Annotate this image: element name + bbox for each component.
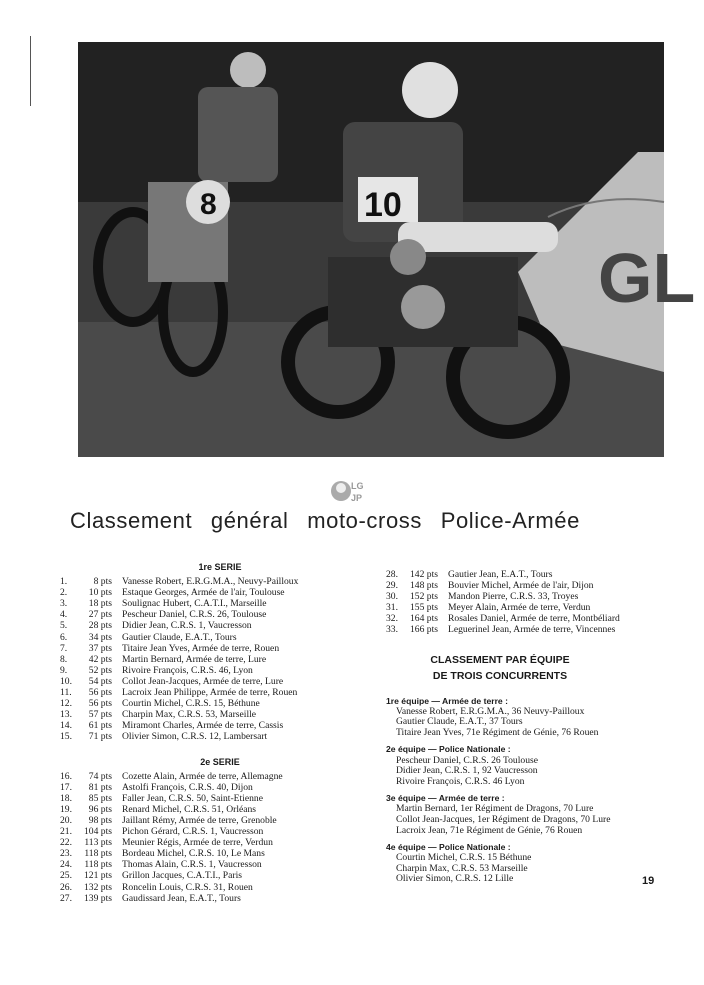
- standing-name: Gautier Claude, E.A.T., Tours: [122, 631, 237, 643]
- standing-row: [60, 620, 360, 631]
- team-member: Pescheur Daniel, C.R.S. 26 Toulouse: [396, 754, 538, 766]
- standing-name: Cozette Alain, Armée de terre, Allemagne: [122, 770, 283, 782]
- standing-rank: 16.: [60, 770, 72, 782]
- title-word: Police-Armée: [440, 508, 580, 533]
- standing-name: Titaire Jean Yves, Armée de terre, Rouen: [122, 642, 280, 654]
- standing-pts: 42 pts: [88, 653, 112, 665]
- standing-rank: 24.: [60, 859, 72, 871]
- standing-rank: 7.: [60, 642, 68, 654]
- standing-rank: 13.: [60, 709, 72, 721]
- standing-rank: 1.: [60, 576, 68, 588]
- standing-name: Gaudissard Jean, E.A.T., Tours: [122, 892, 241, 904]
- standing-pts: 10 pts: [88, 587, 112, 599]
- standing-name: Renard Michel, C.R.S. 51, Orléans: [122, 803, 257, 815]
- series-2-heading: 2e SERIE: [200, 756, 240, 767]
- standing-name: Gautier Jean, E.A.T., Tours: [448, 569, 553, 580]
- page-number: 19: [642, 875, 655, 887]
- team-member: Lacroix Jean, 71e Régiment de Génie, 76 Rouen: [396, 824, 583, 836]
- series-2-list: [60, 771, 360, 904]
- standing-pts: 61 pts: [88, 720, 112, 732]
- standing-name: Estaque Georges, Armée de l'air, Toulouse: [122, 587, 285, 599]
- standing-name: Bouvier Michel, Armée de l'air, Dijon: [448, 580, 594, 592]
- standing-row: [60, 709, 360, 720]
- title-word: moto-cross: [307, 508, 422, 533]
- standing-row: [386, 580, 686, 591]
- standing-name: Vanesse Robert, E.R.G.M.A., Neuvy-Pailloux: [122, 576, 299, 588]
- standing-pts: 148 pts: [410, 580, 438, 592]
- standing-row: [60, 598, 360, 609]
- team-member: Gautier Claude, E.A.T., 37 Tours: [396, 716, 523, 728]
- standing-row: [386, 602, 686, 613]
- standing-name: Lacroix Jean Philippe, Armée de terre, Rouen: [122, 687, 298, 699]
- title-word: général: [210, 508, 289, 533]
- team-member: Didier Jean, C.R.S. 1, 92 Vaucresson: [396, 765, 538, 777]
- team-member: Vanesse Robert, E.R.G.M.A., 36 Neuvy-Pailloux: [396, 705, 585, 717]
- standing-rank: 8.: [60, 653, 68, 665]
- standing-pts: 56 pts: [88, 687, 112, 699]
- standing-rank: 22.: [60, 837, 72, 849]
- lgjp-logo: [329, 476, 371, 506]
- standing-pts: 18 pts: [88, 598, 112, 610]
- standing-pts: 34 pts: [88, 631, 112, 643]
- standing-name: Courtin Michel, C.R.S. 15, Béthune: [122, 698, 260, 710]
- standing-row: [60, 782, 360, 793]
- standing-pts: 121 pts: [84, 870, 112, 882]
- standing-row: [60, 848, 360, 859]
- standing-pts: 81 pts: [88, 781, 112, 793]
- standing-name: Soulignac Hubert, C.A.T.I., Marseille: [122, 598, 267, 610]
- team-member: Martin Bernard, 1er Régiment de Dragons, 70 Lure: [396, 803, 594, 815]
- team-label: 4e équipe — Police Nationale :: [386, 842, 511, 853]
- standing-name: Rosales Daniel, Armée de terre, Montbéliard: [448, 613, 620, 625]
- standing-pts: 96 pts: [88, 803, 112, 815]
- motocross-photo: [78, 42, 696, 457]
- standing-rank: 17.: [60, 781, 72, 793]
- standing-pts: 155 pts: [410, 602, 438, 614]
- standing-rank: 2.: [60, 587, 68, 599]
- standing-rank: 27.: [60, 892, 72, 904]
- standing-pts: 71 pts: [88, 731, 112, 743]
- standing-row: [60, 587, 360, 598]
- team-member: Collot Jean-Jacques, 1er Régiment de Dragons, 70 Lure: [396, 814, 611, 825]
- standing-row: [386, 624, 686, 635]
- standing-rank: 29.: [386, 580, 398, 592]
- svg-text:JP: JP: [351, 493, 363, 503]
- team-member: Courtin Michel, C.R.S. 15 Béthune: [396, 852, 532, 864]
- standing-name: Pescheur Daniel, C.R.S. 26, Toulouse: [122, 609, 267, 621]
- standing-row: [60, 804, 360, 815]
- standing-name: Collot Jean-Jacques, Armée de terre, Lure: [122, 675, 284, 687]
- standing-row: [386, 591, 686, 602]
- standing-row: [60, 837, 360, 848]
- standing-row: [386, 569, 686, 580]
- standing-row: [60, 643, 360, 654]
- standing-name: Charpin Max, C.R.S. 53, Marseille: [122, 709, 257, 721]
- standing-row: [60, 771, 360, 782]
- standing-name: Jaillant Rémy, Armée de terre, Grenoble: [122, 814, 277, 826]
- title-word: Classement: [70, 508, 193, 533]
- standing-rank: 3.: [60, 598, 68, 610]
- standing-row: [60, 859, 360, 870]
- standing-name: Thomas Alain, C.R.S. 1, Vaucresson: [122, 859, 262, 871]
- standing-rank: 4.: [60, 609, 68, 621]
- standing-rank: 5.: [60, 620, 68, 632]
- standing-pts: 8 pts: [93, 576, 112, 588]
- standing-pts: 85 pts: [88, 792, 112, 804]
- standing-name: Miramont Charles, Armée de terre, Cassis: [122, 720, 284, 732]
- standing-row: [60, 882, 360, 893]
- standing-rank: 28.: [386, 569, 398, 580]
- standing-pts: 139 pts: [84, 892, 112, 904]
- standing-row: [60, 793, 360, 804]
- series-1-heading: 1re SERIE: [198, 562, 242, 572]
- standing-row: [60, 720, 360, 731]
- standing-name: Rivoire François, C.R.S. 46, Lyon: [122, 664, 253, 676]
- rider-number-10: 10: [364, 186, 402, 224]
- standing-row: [60, 731, 360, 742]
- standing-row: [60, 665, 360, 676]
- standing-pts: 164 pts: [410, 613, 438, 625]
- standing-rank: 26.: [60, 881, 72, 893]
- standing-rank: 9.: [60, 664, 68, 676]
- standing-rank: 14.: [60, 720, 72, 732]
- standing-pts: 28 pts: [88, 620, 112, 632]
- standing-rank: 33.: [386, 624, 398, 636]
- standing-row: [60, 676, 360, 687]
- team-list: [386, 696, 686, 886]
- standing-rank: 25.: [60, 870, 72, 882]
- team-heading-line-1: CLASSEMENT PAR ÉQUIPE: [430, 653, 570, 666]
- standing-pts: 54 pts: [88, 675, 112, 687]
- standing-name: Didier Jean, C.R.S. 1, Vaucresson: [122, 620, 252, 632]
- standing-pts: 118 pts: [84, 859, 112, 871]
- standing-rank: 18.: [60, 792, 72, 804]
- standing-name: Olivier Simon, C.R.S. 12, Lambersart: [122, 731, 268, 743]
- standing-name: Martin Bernard, Armée de terre, Lure: [122, 653, 267, 665]
- standing-rank: 12.: [60, 698, 72, 710]
- standing-pts: 142 pts: [410, 569, 438, 580]
- page-title: [70, 508, 670, 534]
- team-heading-line-2: DE TROIS CONCURRENTS: [432, 669, 568, 682]
- standing-pts: 56 pts: [88, 698, 112, 710]
- standing-row: [60, 870, 360, 881]
- standing-row: [60, 893, 360, 904]
- standings-left-column: [60, 562, 360, 904]
- rider-number-8: 8: [200, 188, 217, 221]
- standing-pts: 37 pts: [88, 642, 112, 654]
- standing-pts: 27 pts: [88, 609, 112, 621]
- standing-name: Meyer Alain, Armée de terre, Verdun: [448, 602, 591, 614]
- team-label: 2e équipe — Police Nationale :: [386, 744, 511, 755]
- standing-pts: 132 pts: [84, 881, 112, 893]
- standing-name: Faller Jean, C.R.S. 50, Saint-Etienne: [122, 792, 263, 804]
- team-label: 3e équipe — Armée de terre :: [386, 793, 505, 804]
- standing-row: [60, 654, 360, 665]
- standing-row: [60, 609, 360, 620]
- standing-pts: 166 pts: [410, 624, 438, 636]
- team-member: Olivier Simon, C.R.S. 12 Lille: [396, 873, 514, 885]
- standing-rank: 21.: [60, 826, 72, 838]
- standing-name: Pichon Gérard, C.R.S. 1, Vaucresson: [122, 826, 264, 838]
- svg-text:GL: GL: [598, 239, 696, 317]
- standing-pts: 113 pts: [84, 837, 112, 849]
- standing-pts: 52 pts: [88, 664, 112, 676]
- series-2-continued-list: [386, 569, 686, 636]
- standing-pts: 98 pts: [88, 814, 112, 826]
- standing-rank: 15.: [60, 731, 72, 743]
- team-member: Rivoire François, C.R.S. 46 Lyon: [396, 775, 525, 787]
- standing-rank: 6.: [60, 631, 68, 643]
- standing-row: [60, 826, 360, 837]
- standing-name: Roncelin Louis, C.R.S. 31, Rouen: [122, 881, 253, 893]
- standing-row: [60, 687, 360, 698]
- team-member: Titaire Jean Yves, 71e Régiment de Génie, 76 Rouen: [396, 726, 599, 738]
- standing-rank: 32.: [386, 613, 398, 625]
- team-ranking-heading: [400, 652, 600, 684]
- page-edge-mark: [30, 36, 31, 106]
- standing-rank: 19.: [60, 803, 72, 815]
- standing-name: Mandon Pierre, C.R.S. 33, Troyes: [448, 591, 579, 603]
- standing-row: [386, 613, 686, 624]
- standing-pts: 104 pts: [84, 826, 112, 838]
- standing-row: [60, 698, 360, 709]
- standing-rank: 31.: [386, 602, 398, 614]
- standing-row: [60, 632, 360, 643]
- standing-row: [60, 576, 360, 587]
- series-1-list: [60, 576, 360, 742]
- standing-rank: 23.: [60, 848, 72, 860]
- standing-row: [60, 815, 360, 826]
- standing-name: Bordeau Michel, C.R.S. 10, Le Mans: [122, 848, 265, 860]
- standing-name: Grillon Jacques, C.A.T.I., Paris: [122, 870, 242, 882]
- svg-text:LG: LG: [351, 481, 364, 491]
- standing-name: Meunier Régis, Armée de terre, Verdun: [122, 837, 273, 849]
- standing-pts: 74 pts: [88, 770, 112, 782]
- standing-pts: 152 pts: [410, 591, 438, 603]
- standing-name: Astolfi François, C.R.S. 40, Dijon: [122, 781, 253, 793]
- standing-rank: 30.: [386, 591, 398, 603]
- team-member: Charpin Max, C.R.S. 53 Marseille: [396, 862, 528, 874]
- standing-rank: 11.: [60, 687, 72, 699]
- team-label: 1re équipe — Armée de terre :: [386, 695, 508, 706]
- standing-pts: 118 pts: [84, 848, 112, 860]
- standing-name: Leguerinel Jean, Armée de terre, Vincennes: [448, 624, 616, 636]
- standings-right-column: [386, 569, 686, 885]
- standing-rank: 10.: [60, 675, 72, 687]
- standing-rank: 20.: [60, 814, 72, 826]
- standing-pts: 57 pts: [88, 709, 112, 721]
